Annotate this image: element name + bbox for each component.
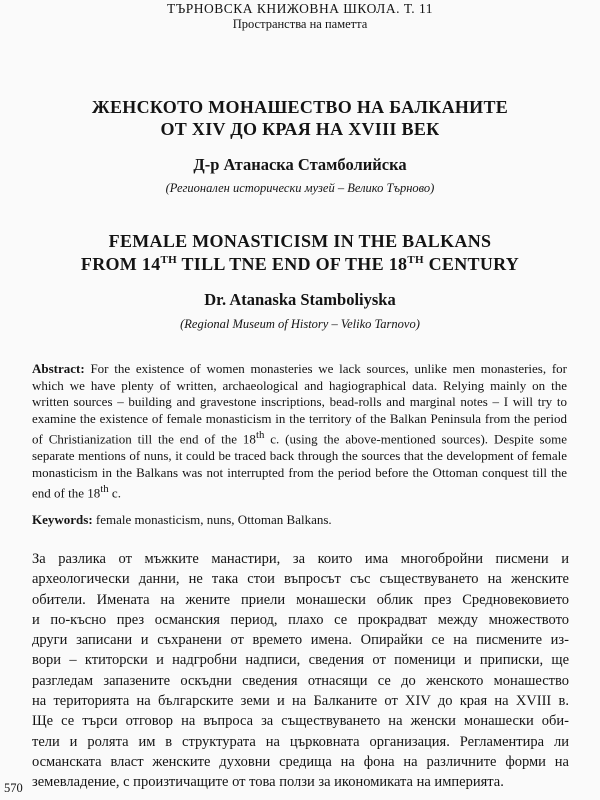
body-line: османската власт женските духовни средища на фона на различните форми на	[32, 753, 569, 770]
en-title-text-b: TILL TNE END OF THE 18	[177, 254, 408, 274]
body-line: За разлика от мъжките манастири, за които има многобройни писмени и	[32, 551, 569, 567]
body-paragraph	[32, 549, 569, 793]
body-line: на територията на българските земи и на Балканите от XIV до края на XVIII в.	[32, 693, 569, 710]
body-line: вори – ктиторски и надгробни надписи, сведения от поменици и приписки, ще	[32, 652, 569, 669]
abstract-sup-2: th	[100, 483, 109, 496]
en-affiliation: (Regional Museum of History – Veliko Tarnovo)	[180, 317, 420, 331]
bg-affiliation: (Регионален исторически музей – Велико Търново)	[165, 181, 435, 195]
body-line: разгледам запазените оскъдни сведения отнасящи се до женското монашество	[32, 672, 569, 689]
body-line: други записани и съхранени от времето имена. Опирайки се на писмените из-	[32, 632, 569, 649]
en-title-line-1: FEMALE MONASTICISM IN THE BALKANS	[108, 231, 492, 251]
abstract	[32, 361, 567, 502]
abstract-label: Abstract:	[32, 361, 85, 376]
running-head-subtitle: Пространства на паметта	[232, 17, 368, 31]
en-author: Dr. Atanaska Stamboliyska	[204, 290, 396, 309]
en-title-text-c: CENTURY	[423, 254, 520, 274]
abstract-sup-1: th	[255, 429, 265, 442]
bg-title-line-2: ОТ XIV ДО КРАЯ НА XVIII ВЕК	[160, 119, 440, 139]
keywords-text: female monasticism, nuns, Ottoman Balkans.	[92, 512, 332, 527]
bg-title-line-1: ЖЕНСКОТО МОНАШЕСТВО НА БАЛКАНИТЕ	[91, 97, 509, 117]
running-head-title: ТЪРНОВСКА КНИЖОВНА ШКОЛА. Т. 11	[167, 1, 433, 16]
en-title-sup-1: TH	[160, 254, 177, 266]
abstract-text-c: c.	[108, 485, 121, 501]
en-title-text-a: FROM 14	[80, 254, 161, 274]
body-line: земевладение, с произтичащите от това ползи за икономиката на империята.	[32, 774, 504, 791]
body-line: археологически данни, не така стои въпросът със съществуването на женските	[32, 571, 569, 588]
body-line: и по-късно през османския период, плахо се прокрадват между множеството	[32, 611, 569, 628]
bg-author: Д-р Атанаска Стамболийска	[193, 155, 407, 174]
abstract-text-b: c. (using the above-mentioned sources). Despite some separate mentions of nuns, it could be traced back through the sources that the development of female monasticism in the Balkans was not interrupted from the period before the Ottoman conquest till the end of the 18	[32, 431, 567, 501]
keywords	[32, 512, 567, 529]
keywords-label: Keywords:	[32, 512, 93, 527]
body-line: тели и ролята им в структурата на църковната организация. Регламентира ли	[32, 733, 569, 750]
abstract-text-a: For the existence of women monasteries we lack sources, unlike men monasteries, for which we have plenty of written, archaeological and hagiographical data. Relying mainly on the written sources – building and gravestone inscriptions, bead-rolls and marginal notes – I will try to examine the existence of female monasticism in the territory of the Balkan Peninsula from the period of Christianization till the end of the 18	[32, 361, 567, 447]
body-line: Ще се търси отговор на въпроса за съществуването на женски монашески оби-	[32, 713, 569, 730]
en-title-sup-2: TH	[407, 254, 424, 266]
page-number: 570	[4, 781, 23, 795]
en-title-line-2	[0, 253, 600, 275]
body-line: обители. Имената на жените приели монашески облик през Средновековието	[32, 591, 569, 608]
